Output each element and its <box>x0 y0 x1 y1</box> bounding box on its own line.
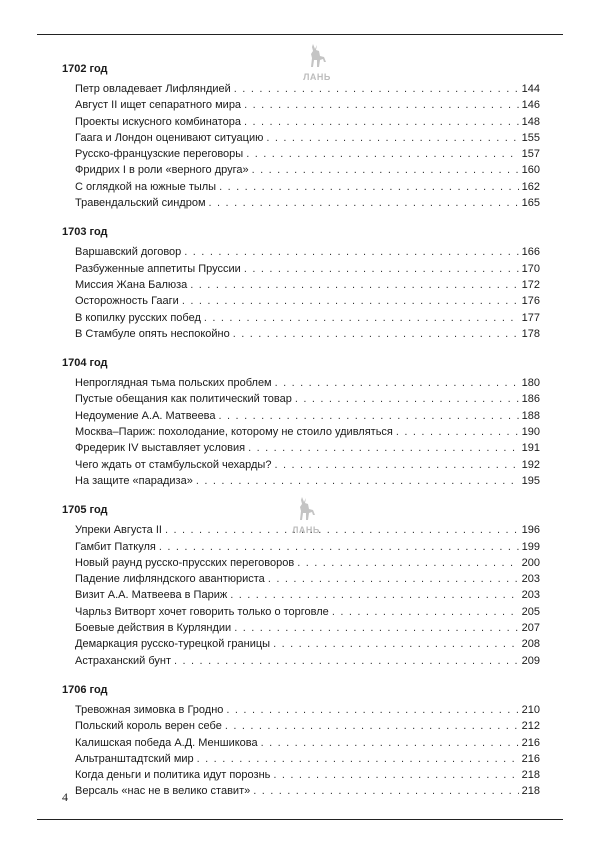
entry-page-number: 176 <box>521 295 540 308</box>
dot-leader <box>244 261 519 277</box>
entry-page-number: 218 <box>521 769 540 782</box>
dot-leader <box>184 244 518 260</box>
dot-leader <box>396 424 519 440</box>
dot-leader <box>204 310 519 326</box>
entry-title: Упреки Августа II <box>75 524 162 537</box>
entry-title: Петр овладевает Лифляндией <box>75 83 231 95</box>
dot-leader <box>219 179 519 195</box>
toc-entry[interactable] <box>62 735 540 751</box>
dot-leader <box>234 81 519 97</box>
dot-leader <box>159 539 519 555</box>
section-title: 1703 год <box>62 226 108 239</box>
entry-title: Астраханский бунт <box>75 654 172 667</box>
entry-title: В копилку русских побед <box>75 311 201 324</box>
entry-page-number: 155 <box>521 131 540 144</box>
toc-entry[interactable] <box>62 751 540 767</box>
dot-leader <box>275 375 519 391</box>
toc-section <box>62 503 540 669</box>
entry-title: Разбуженные аппетиты Пруссии <box>75 262 241 275</box>
entry-page-number: 170 <box>521 262 540 275</box>
toc-entry[interactable] <box>62 424 540 440</box>
entry-page-number: 192 <box>521 458 540 471</box>
entry-title: Непроглядная тьма польских проблем <box>75 377 272 390</box>
toc-entry[interactable] <box>62 767 540 783</box>
dot-leader <box>197 751 519 767</box>
toc-section <box>62 225 540 342</box>
toc-entry[interactable] <box>62 130 540 146</box>
entry-page-number: 180 <box>521 377 540 390</box>
entry-title: Фридрих I в роли «верного друга» <box>75 164 249 177</box>
dot-leader <box>225 718 519 734</box>
dot-leader <box>190 277 518 293</box>
entry-page-number: 148 <box>521 115 540 128</box>
toc-entry[interactable] <box>62 522 540 538</box>
watermark-text: ЛАНЬ <box>303 72 331 82</box>
entry-title: Миссия Жана Балюза <box>75 278 188 291</box>
dot-leader <box>332 604 519 620</box>
entry-page-number: 200 <box>521 556 540 569</box>
toc-entry[interactable] <box>62 375 540 391</box>
dot-leader <box>196 473 519 489</box>
entry-page-number: 157 <box>521 148 540 161</box>
toc-entry[interactable] <box>62 620 540 636</box>
entry-title: С оглядкой на южные тылы <box>75 180 217 193</box>
toc-entry[interactable] <box>62 195 540 211</box>
entry-title: Версаль «нас не в велико ставит» <box>75 785 251 798</box>
toc-entry[interactable] <box>62 539 540 555</box>
entry-page-number: 218 <box>521 785 540 798</box>
entry-title: Травендальский синдром <box>75 197 206 210</box>
dot-leader <box>209 195 519 211</box>
toc-entry[interactable] <box>62 440 540 456</box>
entry-page-number: 162 <box>521 180 540 193</box>
dot-leader <box>244 97 519 113</box>
entry-page-number: 196 <box>521 524 540 537</box>
entry-page-number: 165 <box>521 197 540 210</box>
entry-page-number: 212 <box>521 720 540 733</box>
dot-leader <box>230 587 518 603</box>
toc-entry[interactable] <box>62 587 540 603</box>
toc-entry[interactable] <box>62 179 540 195</box>
section-title: 1705 год <box>62 504 108 517</box>
entry-title: Тревожная зимовка в Гродно <box>75 703 224 716</box>
toc-section <box>62 62 540 211</box>
toc-entry[interactable] <box>62 310 540 326</box>
entry-title: Варшавский договор <box>75 246 182 259</box>
entry-page-number: 188 <box>521 409 540 422</box>
toc-entry[interactable] <box>62 277 540 293</box>
dot-leader <box>244 114 519 130</box>
entry-page-number: 186 <box>521 393 540 406</box>
toc-entry[interactable] <box>62 81 540 97</box>
dot-leader <box>297 555 518 571</box>
entry-title: Визит А.А. Матвеева в Париж <box>75 589 228 602</box>
section-title: 1702 год <box>62 63 108 75</box>
toc-entry[interactable] <box>62 702 540 718</box>
table-of-contents <box>62 62 540 800</box>
toc-entry[interactable] <box>62 653 540 669</box>
entry-title: Калишская победа А.Д. Меншикова <box>75 736 258 749</box>
entry-page-number: 208 <box>521 638 540 651</box>
toc-section <box>62 356 540 489</box>
entry-title: Чарльз Витворт хочет говорить только о торговле <box>75 605 329 618</box>
toc-entry[interactable] <box>62 146 540 162</box>
entry-page-number: 172 <box>521 278 540 291</box>
entry-page-number: 190 <box>521 426 540 439</box>
entry-title: Русско-французские переговоры <box>75 148 244 161</box>
entry-title: Демаркация русско-турецкой границы <box>75 638 271 651</box>
entry-title: Боевые действия в Курляндии <box>75 622 232 635</box>
entry-page-number: 205 <box>521 605 540 618</box>
entry-title: Проекты искусного комбинатора <box>75 115 241 128</box>
bottom-rule <box>37 819 563 820</box>
entry-title: В Стамбуле опять неспокойно <box>75 327 230 340</box>
dot-leader <box>182 293 519 309</box>
top-rule <box>37 34 563 35</box>
toc-entry[interactable] <box>62 293 540 309</box>
entry-page-number: 160 <box>521 164 540 177</box>
dot-leader <box>174 653 519 669</box>
dot-leader <box>274 457 518 473</box>
entry-title: Новый раунд русско-прусских переговоров <box>75 556 295 569</box>
toc-entry[interactable] <box>62 162 540 178</box>
entry-title: Москва–Париж: похолодание, которому не стоило удивляться <box>75 426 393 439</box>
dot-leader <box>233 326 519 342</box>
dot-leader <box>226 702 518 718</box>
entry-page-number: 166 <box>521 246 540 259</box>
toc-entry[interactable] <box>62 326 540 342</box>
entry-page-number: 216 <box>521 736 540 749</box>
toc-entry[interactable] <box>62 473 540 489</box>
toc-entry[interactable] <box>62 97 540 113</box>
toc-entry[interactable] <box>62 783 540 799</box>
entry-page-number: 146 <box>521 99 540 112</box>
entry-page-number: 195 <box>521 474 540 487</box>
toc-entry[interactable] <box>62 555 540 571</box>
toc-entry[interactable] <box>62 571 540 587</box>
toc-entry[interactable] <box>62 244 540 260</box>
entry-page-number: 203 <box>521 589 540 602</box>
toc-entry[interactable] <box>62 718 540 734</box>
toc-entry[interactable] <box>62 408 540 424</box>
entry-title: Польский король верен себе <box>75 720 222 733</box>
dot-leader <box>273 767 518 783</box>
entry-title: Недоумение А.А. Матвеева <box>75 409 216 422</box>
dot-leader <box>268 571 519 587</box>
entry-title: Чего ждать от стамбульской чехарды? <box>75 458 272 471</box>
dot-leader <box>261 735 519 751</box>
entry-title: Осторожность Гааги <box>75 295 179 308</box>
dot-leader <box>165 522 519 538</box>
entry-page-number: 144 <box>521 83 540 95</box>
entry-title: Когда деньги и политика идут порознь <box>75 769 271 782</box>
dot-leader <box>234 620 518 636</box>
entry-title: Гамбит Паткуля <box>75 540 156 553</box>
dot-leader <box>295 391 519 407</box>
entry-title: Альтранштадтский мир <box>75 752 194 765</box>
toc-section <box>62 683 540 800</box>
entry-page-number: 178 <box>521 327 540 340</box>
dot-leader <box>246 146 518 162</box>
entry-page-number: 199 <box>521 540 540 553</box>
section-title: 1706 год <box>62 683 108 696</box>
entry-page-number: 177 <box>521 311 540 324</box>
entry-page-number: 210 <box>521 703 540 716</box>
section-title: 1704 год <box>62 357 108 370</box>
dot-leader <box>266 130 518 146</box>
toc-entry[interactable] <box>62 636 540 652</box>
toc-entry[interactable] <box>62 457 540 473</box>
entry-title: Август II ищет сепаратного мира <box>75 99 242 112</box>
entry-title: На защите «парадиза» <box>75 474 193 487</box>
toc-entry[interactable] <box>62 114 540 130</box>
entry-title: Пустые обещания как политический товар <box>75 393 292 406</box>
entry-title: Фредерик IV выставляет условия <box>75 442 246 455</box>
dot-leader <box>248 440 519 456</box>
toc-entry[interactable] <box>62 261 540 277</box>
entry-page-number: 207 <box>521 622 540 635</box>
dot-leader <box>219 408 519 424</box>
toc-entry[interactable] <box>62 604 540 620</box>
entry-page-number: 191 <box>521 442 540 455</box>
toc-entry[interactable] <box>62 391 540 407</box>
page-number: 4 <box>62 790 68 804</box>
entry-page-number: 209 <box>521 654 540 667</box>
watermark-text: ЛАНЬ <box>292 525 320 535</box>
entry-page-number: 216 <box>521 752 540 765</box>
dot-leader <box>252 162 519 178</box>
entry-page-number: 203 <box>521 573 540 586</box>
entry-title: Падение лифляндского авантюриста <box>75 573 265 586</box>
dot-leader <box>273 636 519 652</box>
dot-leader <box>253 783 518 799</box>
entry-title: Гаага и Лондон оценивают ситуацию <box>75 131 264 144</box>
